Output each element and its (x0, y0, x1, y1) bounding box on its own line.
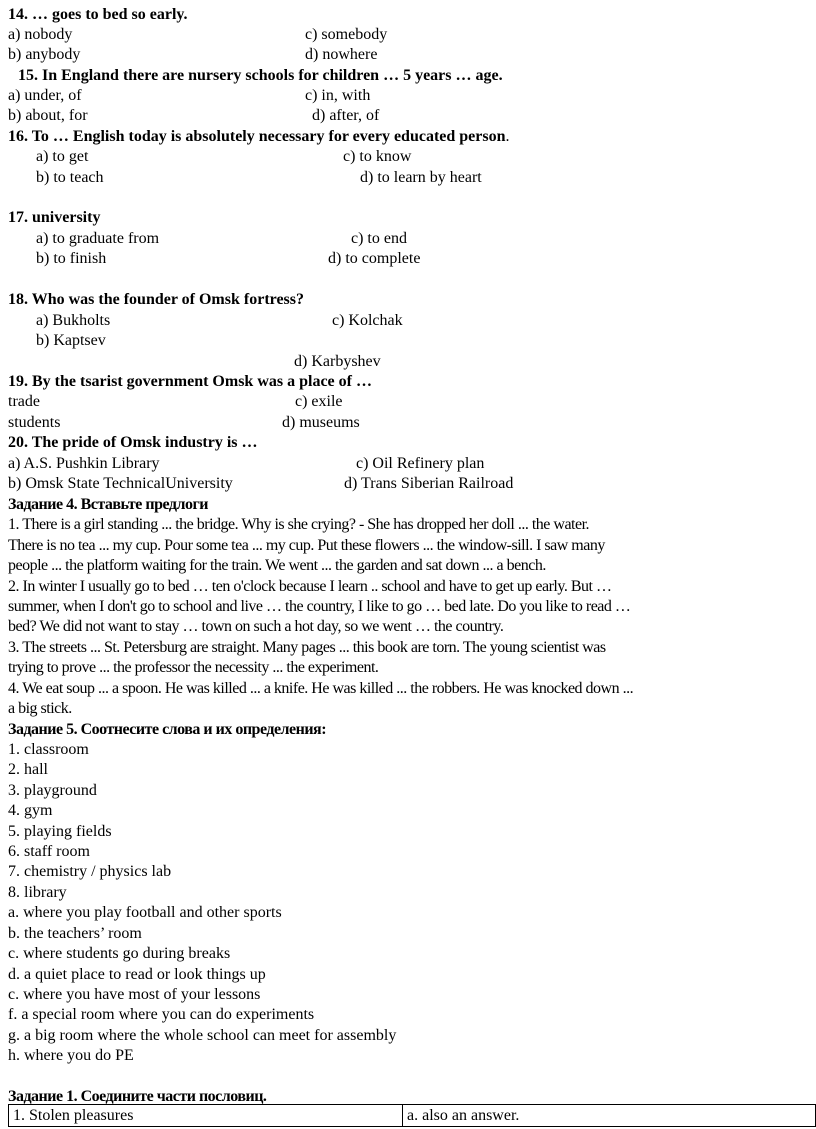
question-17-option-b: b) to finish (36, 250, 107, 267)
task-5-word: 8. library (8, 884, 67, 901)
task-5-definition: c. where students go during breaks (8, 945, 231, 962)
task-4-line: 1. There is a girl standing ... the bridge. Why is she crying? - She has dropped her doll ... the water. (8, 516, 590, 533)
task-5-definition: b. the teachers’ room (8, 925, 142, 942)
task-5-definition: h. where you do PE (8, 1047, 134, 1064)
question-20-option-c: c) Oil Refinery plan (356, 455, 485, 472)
table-cell: 1. Stolen pleasures (9, 1105, 403, 1127)
question-20-option-d: d) Trans Siberian Railroad (344, 475, 514, 492)
task-5-word: 5. playing fields (8, 823, 112, 840)
task-4-line: a big stick. (8, 700, 72, 717)
question-14-option-d: d) nowhere (305, 46, 378, 63)
question-14-option-c: c) somebody (305, 26, 388, 43)
task-5-word: 4. gym (8, 802, 53, 819)
task-5-title: Задание 5. Соотнесите слова и их определения: (8, 721, 327, 738)
task-4-line: 3. The streets ... St. Petersburg are straight. Many pages ... this book are torn. The young scientist was (8, 639, 606, 656)
question-16-stem (8, 127, 510, 147)
question-17-option-d: d) to complete (328, 250, 421, 267)
question-14-option-b: b) anybody (8, 46, 81, 63)
task-5-word: 3. playground (8, 782, 97, 799)
question-15-stem: 15. In England there are nursery schools for children … 5 years … age. (18, 67, 503, 84)
question-15-option-a: a) under, of (8, 87, 82, 104)
question-15-option-c: c) in, with (305, 87, 371, 104)
task-4-line: bed? We did not want to stay … town on such a hot day, so we went … the country. (8, 618, 504, 635)
question-18-option-a: a) Bukholts (36, 312, 111, 329)
task-5-word: 2. hall (8, 761, 48, 778)
task-4-title: Задание 4. Вставьте предлоги (8, 496, 208, 513)
question-18-stem: 18. Who was the founder of Omsk fortress? (8, 291, 305, 308)
question-16-option-a: a) to get (36, 148, 89, 165)
task-5-definition: a. where you play football and other sports (8, 904, 282, 921)
task-5-definition: d. a quiet place to read or look things up (8, 966, 266, 983)
question-18-option-b: b) Kaptsev (36, 332, 106, 349)
question-16-option-c: c) to know (343, 148, 412, 165)
question-20-stem: 20. The pride of Omsk industry is … (8, 434, 258, 451)
task-4-line: 4. We eat soup ... a spoon. He was killed ... a knife. He was killed ... the robbers. He was knocked down ... (8, 680, 634, 697)
question-19-stem: 19. By the tsarist government Omsk was a place of … (8, 373, 372, 390)
question-14-stem: 14. … goes to bed so early. (8, 6, 188, 23)
task-4-line: summer, when I don't go to school and live … the country, I like to go … bed late. Do you like to read … (8, 598, 631, 615)
question-16-option-b: b) to teach (36, 169, 104, 186)
question-18-option-d: d) Karbyshev (294, 353, 381, 370)
task-4-line: people ... the platform waiting for the train. We went ... the garden and sat down ... a bench. (8, 557, 546, 574)
proverbs-table (8, 1104, 816, 1127)
question-15-option-b: b) about, for (8, 107, 88, 124)
question-15-option-d: d) after, of (312, 107, 380, 124)
question-19-option-b: students (8, 414, 61, 431)
task-5-definition: g. a big room where the whole school can meet for assembly (8, 1027, 397, 1044)
question-19-option-a: trade (8, 393, 40, 410)
question-16-option-d: d) to learn by heart (360, 169, 482, 186)
question-17-stem: 17. university (8, 209, 101, 226)
question-17-option-c: c) to end (351, 230, 407, 247)
question-14-option-a: a) nobody (8, 26, 73, 43)
question-19-option-c: c) exile (295, 393, 343, 410)
task-4-line: 2. In winter I usually go to bed … ten o'clock because I learn .. school and have to get up early. But … (8, 578, 612, 595)
table-cell: a. also an answer. (403, 1105, 816, 1127)
task-5-word: 7. chemistry / physics lab (8, 863, 172, 880)
task-4-line: trying to prove ... the professor the necessity ... the experiment. (8, 659, 379, 676)
question-16-stem-period: . (505, 128, 510, 145)
table-row (9, 1105, 816, 1127)
task-5-definition: f. a special room where you can do experiments (8, 1006, 315, 1023)
question-20-option-a: a) A.S. Pushkin Library (8, 455, 160, 472)
question-16-stem-text: 16. To … English today is absolutely necessary for every educated person (8, 128, 506, 145)
task-5-definition: c. where you have most of your lessons (8, 986, 261, 1003)
question-19-option-d: d) museums (282, 414, 360, 431)
task-5-word: 1. classroom (8, 741, 89, 758)
task-5-word: 6. staff room (8, 843, 90, 860)
question-17-option-a: a) to graduate from (36, 230, 160, 247)
question-20-option-b: b) Omsk State TechnicalUniversity (8, 475, 233, 492)
task-1-title: Задание 1. Соедините части пословиц. (8, 1088, 267, 1105)
task-4-line: There is no tea ... my cup. Pour some tea ... my cup. Put these flowers ... the window-sill. I saw many (8, 537, 605, 554)
question-18-option-c: c) Kolchak (332, 312, 403, 329)
